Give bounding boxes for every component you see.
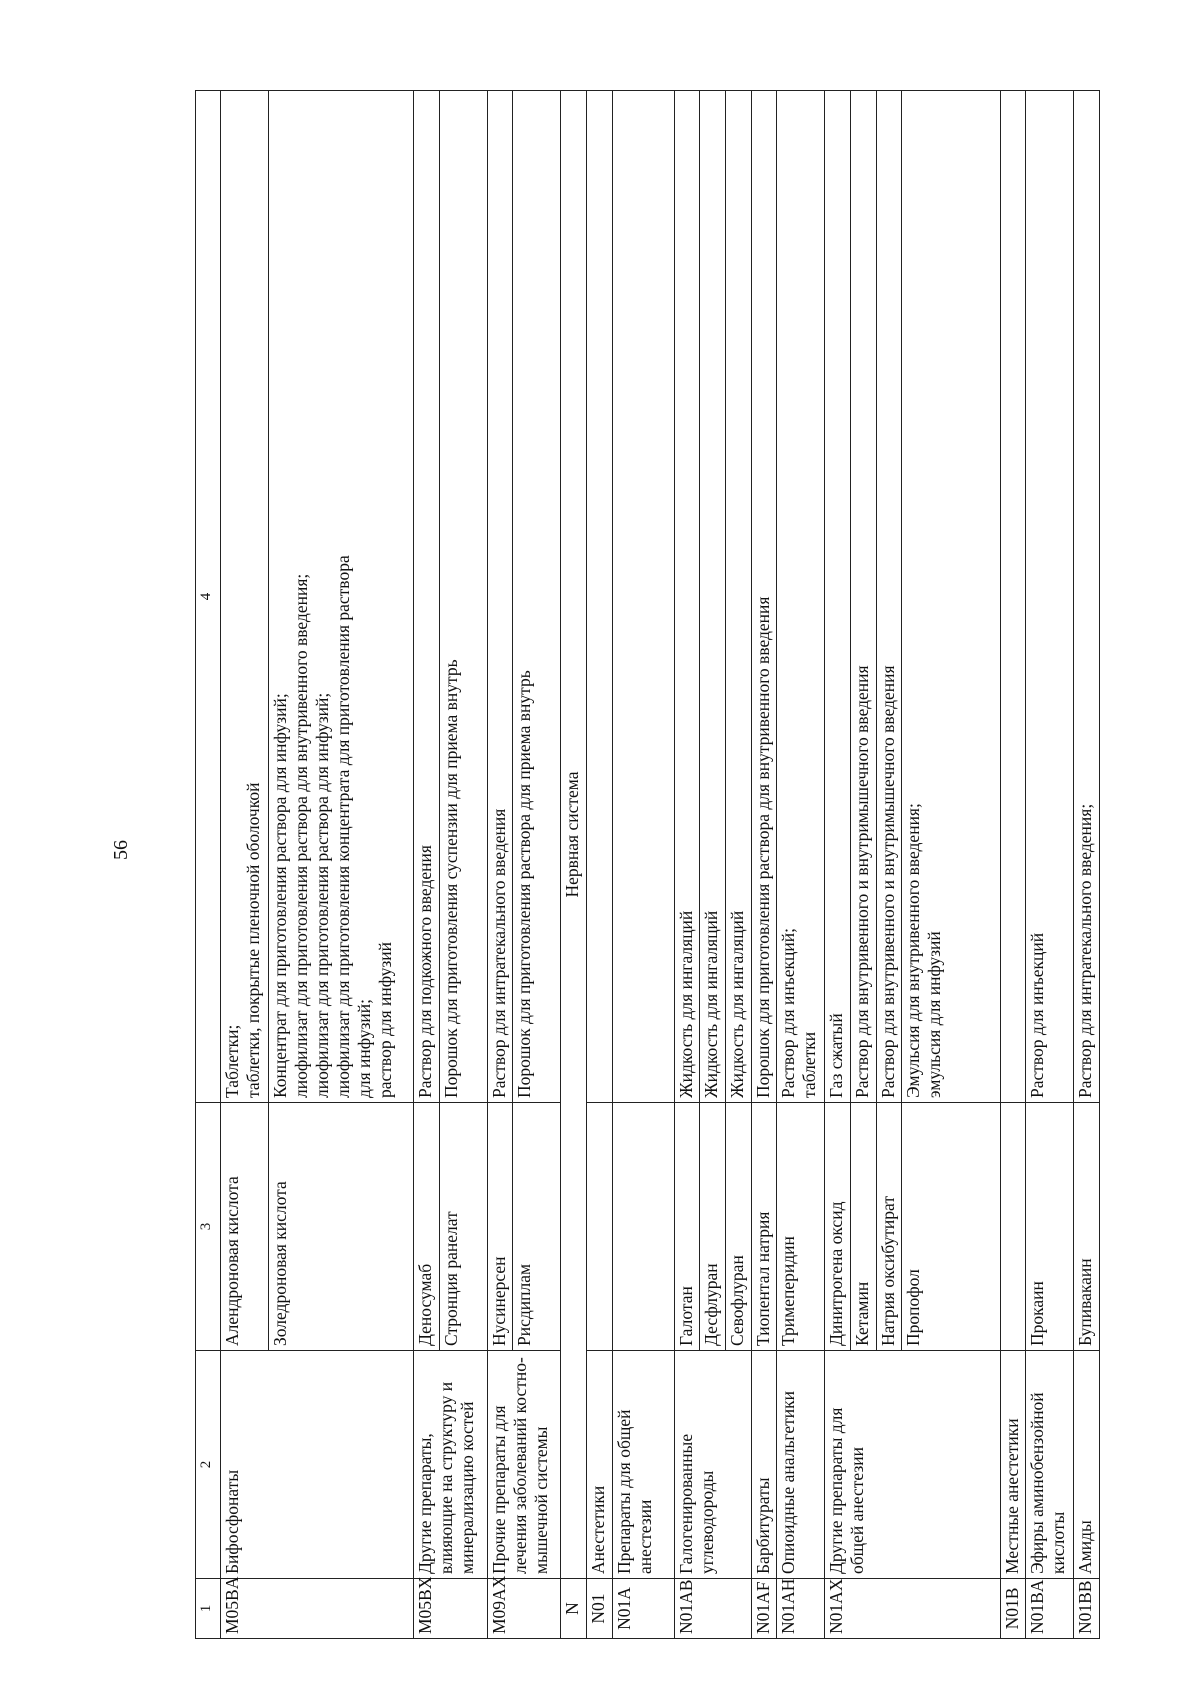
atc-code: N01B (1000, 1579, 1026, 1639)
group-name: Бифосфонаты (220, 1351, 413, 1579)
header-col-1: 1 (196, 1579, 221, 1639)
drug-name: Стронция ранелат (439, 1103, 487, 1351)
dosage-forms (1000, 91, 1026, 1103)
dosage-forms: Раствор для интратекального введения (487, 91, 513, 1103)
drug-name (612, 1103, 674, 1351)
drug-name: Пропофол (902, 1103, 1000, 1351)
drug-name: Динитрогена оксид (825, 1103, 851, 1351)
table-row (751, 91, 777, 1639)
group-name: Эфиры аминобензойной кислоты (1026, 1351, 1074, 1579)
dosage-forms: Раствор для подкожного введения (413, 91, 439, 1103)
rotated-table-container (195, 91, 1100, 1639)
atc-code: N01AH (777, 1579, 825, 1639)
atc-code: M05BX (413, 1579, 487, 1639)
dosage-forms: Раствор для внутривенного и внутримышечного введения (876, 91, 902, 1103)
dosage-forms: Порошок для приготовления раствора для внутривенного введения (751, 91, 777, 1103)
drug-name: Тиопентал натрия (751, 1103, 777, 1351)
dosage-forms: Таблетки; таблетки, покрытые пленочной оболочкой (220, 91, 268, 1103)
dosage-forms: Раствор для инъекций (1026, 91, 1074, 1103)
table-row (1026, 91, 1074, 1639)
table-row (220, 91, 268, 1639)
drug-name: Тримеперидин (777, 1103, 825, 1351)
drug-name: Кетамин (850, 1103, 876, 1351)
table-row (1074, 91, 1100, 1639)
drug-name: Галотан (674, 1103, 700, 1351)
header-col-4: 4 (196, 91, 221, 1103)
atc-code: N01A (612, 1579, 674, 1639)
table-row (825, 91, 851, 1639)
dosage-forms: Раствор для инъекций; таблетки (777, 91, 825, 1103)
atc-code: N01AB (674, 1579, 751, 1639)
dosage-forms: Раствор для внутривенного и внутримышечного введения (850, 91, 876, 1103)
drug-name: Десфлуран (700, 1103, 726, 1351)
table-row (487, 91, 513, 1639)
medication-table (195, 90, 1100, 1639)
group-name: Анестетики (587, 1351, 613, 1579)
drug-name (587, 1103, 613, 1351)
dosage-forms: Газ сжатый (825, 91, 851, 1103)
atc-code: N (561, 1579, 587, 1639)
dosage-forms: Концентрат для приготовления раствора для инфузий; лиофилизат для приготовления раствора для внутривенного введения; лиофилизат для приготовления раствора для инфузий; лиофилизат для приготовления концентрата для приготовления раствора для инфузий; раствор для инфузий (268, 91, 413, 1103)
atc-code: N01BA (1026, 1579, 1074, 1639)
group-name: Опиоидные анальгетики (777, 1351, 825, 1579)
drug-name: Рисдиплам (513, 1103, 561, 1351)
drug-name: Прокаин (1026, 1103, 1074, 1351)
header-col-3: 3 (196, 1103, 221, 1351)
group-name: Барбитураты (751, 1351, 777, 1579)
drug-name: Севофлуран (725, 1103, 751, 1351)
section-row (561, 91, 587, 1639)
atc-code: N01BB (1074, 1579, 1100, 1639)
table-row (612, 91, 674, 1639)
header-col-2: 2 (196, 1351, 221, 1579)
dosage-forms: Жидкость для ингаляций (674, 91, 700, 1103)
drug-name: Бупивакаин (1074, 1103, 1100, 1351)
drug-name: Деносумаб (413, 1103, 439, 1351)
group-name: Другие препараты, влияющие на структуру и минерализацию костей (413, 1351, 487, 1579)
group-name: Амиды (1074, 1351, 1100, 1579)
section-title: Нервная система (561, 91, 587, 1579)
dosage-forms: Жидкость для ингаляций (700, 91, 726, 1103)
dosage-forms (612, 91, 674, 1103)
group-name: Галогенированные углеводороды (674, 1351, 751, 1579)
dosage-forms (587, 91, 613, 1103)
table-row (1000, 91, 1026, 1639)
dosage-forms: Эмульсия для внутривенного введения; эмульсия для инфузий (902, 91, 1000, 1103)
table-row (674, 91, 700, 1639)
drug-name: Нусинерсен (487, 1103, 513, 1351)
drug-name (1000, 1103, 1026, 1351)
dosage-forms: Раствор для интратекального введения; (1074, 91, 1100, 1103)
table-row (587, 91, 613, 1639)
table-row (777, 91, 825, 1639)
dosage-forms: Порошок для приготовления суспензии для приема внутрь (439, 91, 487, 1103)
dosage-forms: Порошок для приготовления раствора для приема внутрь (513, 91, 561, 1103)
drug-name: Золедроновая кислота (268, 1103, 413, 1351)
group-name: Препараты для общей анестезии (612, 1351, 674, 1579)
drug-name: Алендроновая кислота (220, 1103, 268, 1351)
group-name: Прочие препараты для лечения заболеваний костно-мышечной системы (487, 1351, 561, 1579)
atc-code: N01 (587, 1579, 613, 1639)
group-name: Местные анестетики (1000, 1351, 1026, 1579)
dosage-forms: Жидкость для ингаляций (725, 91, 751, 1103)
table-header-row (196, 91, 221, 1639)
atc-code: N01AX (825, 1579, 1000, 1639)
drug-name: Натрия оксибутират (876, 1103, 902, 1351)
page-number: 56 (110, 840, 132, 860)
atc-code: M09AX (487, 1579, 561, 1639)
table-row (413, 91, 439, 1639)
atc-code: N01AF (751, 1579, 777, 1639)
group-name: Другие препараты для общей анестезии (825, 1351, 1000, 1579)
atc-code: M05BA (220, 1579, 413, 1639)
